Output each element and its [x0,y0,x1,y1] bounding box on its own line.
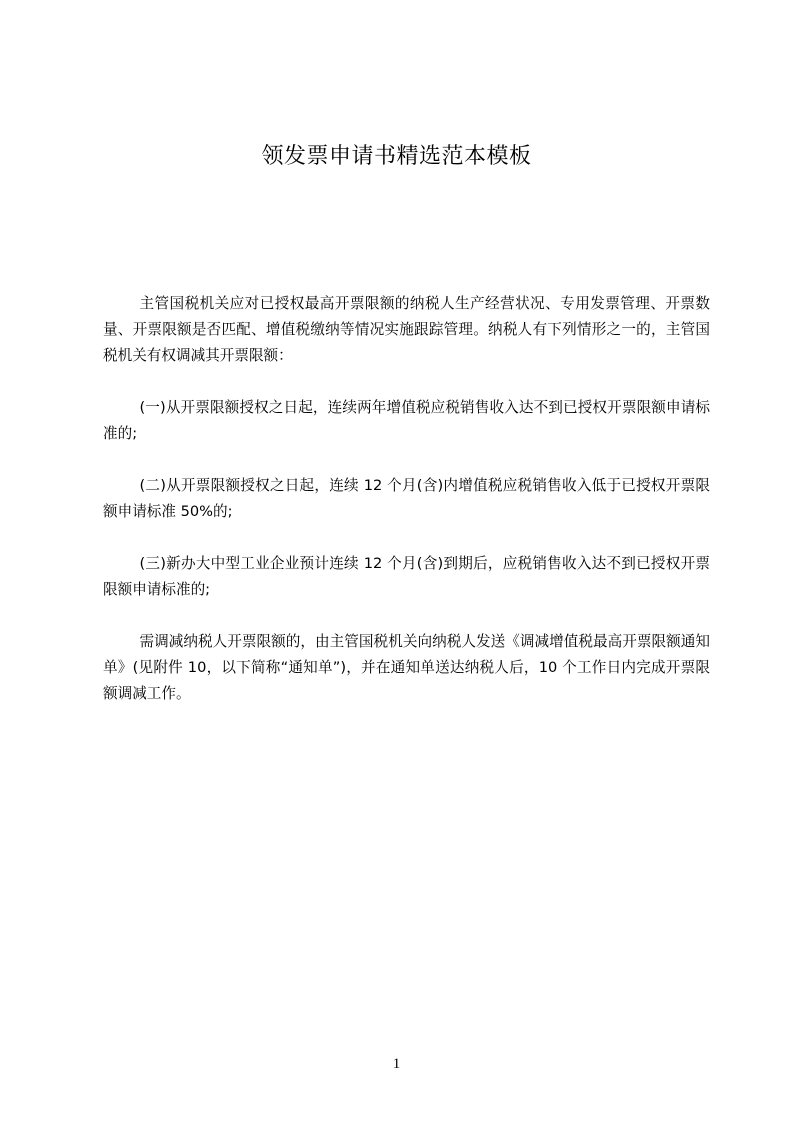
paragraph-item-2: (二)从开票限额授权之日起，连续 12 个月(含)内增值税应税销售收入低于已授权开票限额申请标准 50%的; [103,477,710,520]
document-body [103,291,710,707]
paragraph-conclusion: 需调减纳税人开票限额的，由主管国税机关向纳税人发送《调减增值税最高开票限额通知单》(见附件 10，以下简称“通知单”)，并在通知单送达纳税人后，10 个工作日内完成开票限额调减工作。 [103,633,710,702]
paragraph-item-1: (一)从开票限额授权之日起，连续两年增值税应税销售收入达不到已授权开票限额申请标准的; [103,399,710,442]
page-number: 1 [392,1056,401,1072]
paragraph-intro: 主管国税机关应对已授权最高开票限额的纳税人生产经营状况、专用发票管理、开票数量、开票限额是否匹配、增值税缴纳等情况实施跟踪管理。纳税人有下列情形之一的，主管国税机关有权调减其开票限额： [103,295,710,364]
document-title: 领发票申请书精选范本模板 [261,144,532,169]
paragraph-item-3: (三)新办大中型工业企业预计连续 12 个月(含)到期后，应税销售收入达不到已授权开票限额申请标准的; [103,555,710,598]
